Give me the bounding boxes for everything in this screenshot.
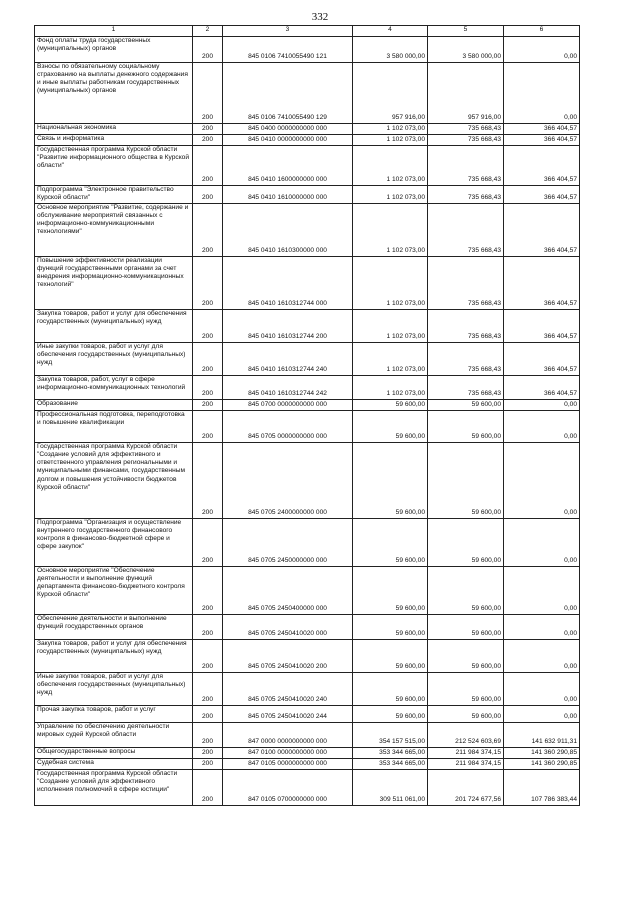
row-name-cell: Прочая закупка товаров, работ и услуг bbox=[35, 706, 193, 723]
row-vr-cell: 200 bbox=[193, 615, 223, 640]
table-row bbox=[35, 146, 580, 186]
row-vr-cell: 200 bbox=[193, 343, 223, 376]
row-code-cell: 845 0410 1610312744 242 bbox=[223, 376, 353, 400]
row-code-cell: 845 0705 2450410020 244 bbox=[223, 706, 353, 723]
row-code-cell: 845 0410 0000000000 000 bbox=[223, 135, 353, 146]
row-name-cell: Иные закупки товаров, работ и услуг для обеспечения государственных (муниципальных) нужд bbox=[35, 673, 193, 706]
table-row bbox=[35, 723, 580, 748]
row-assigned-cell: 1 102 073,00 bbox=[353, 204, 428, 257]
row-vr-cell: 200 bbox=[193, 706, 223, 723]
row-assigned-cell: 1 102 073,00 bbox=[353, 376, 428, 400]
table-row bbox=[35, 400, 580, 411]
row-code-cell: 845 0410 1610000000 000 bbox=[223, 186, 353, 204]
row-vr-cell: 200 bbox=[193, 124, 223, 135]
table-row bbox=[35, 186, 580, 204]
row-vr-cell: 200 bbox=[193, 443, 223, 519]
row-assigned-cell: 354 157 515,00 bbox=[353, 723, 428, 748]
row-assigned-cell: 59 600,00 bbox=[353, 706, 428, 723]
row-name-cell: Основное мероприятие "Развитие, содержание и обслуживание мероприятий связанных с информационно-коммуникационными технологиями" bbox=[35, 204, 193, 257]
row-remaining-cell: 0,00 bbox=[504, 640, 580, 673]
row-name-cell: Закупка товаров, работ, услуг в сфере информационно-коммуникационных технологий bbox=[35, 376, 193, 400]
column-header: 6 bbox=[504, 26, 580, 37]
row-assigned-cell: 59 600,00 bbox=[353, 400, 428, 411]
row-assigned-cell: 59 600,00 bbox=[353, 567, 428, 615]
row-executed-cell: 59 600,00 bbox=[428, 567, 504, 615]
row-remaining-cell: 366 404,57 bbox=[504, 146, 580, 186]
row-name-cell: Повышение эффективности реализации функций государственными органами за счет внедрения информационно-коммуникационных технологий" bbox=[35, 257, 193, 310]
row-name-cell: Государственная программа Курской области "Развитие информационного общества в Курской области" bbox=[35, 146, 193, 186]
row-name-cell: Образование bbox=[35, 400, 193, 411]
column-header: 4 bbox=[353, 26, 428, 37]
row-executed-cell: 735 668,43 bbox=[428, 376, 504, 400]
row-assigned-cell: 1 102 073,00 bbox=[353, 257, 428, 310]
row-executed-cell: 59 600,00 bbox=[428, 615, 504, 640]
row-code-cell: 845 0705 2400000000 000 bbox=[223, 443, 353, 519]
table-row bbox=[35, 748, 580, 759]
row-assigned-cell: 1 102 073,00 bbox=[353, 146, 428, 186]
row-executed-cell: 211 984 374,15 bbox=[428, 759, 504, 770]
row-vr-cell: 200 bbox=[193, 723, 223, 748]
row-vr-cell: 200 bbox=[193, 748, 223, 759]
row-name-cell: Закупка товаров, работ и услуг для обеспечения государственных (муниципальных) нужд bbox=[35, 640, 193, 673]
row-assigned-cell: 59 600,00 bbox=[353, 443, 428, 519]
row-code-cell: 845 0106 7410055490 129 bbox=[223, 63, 353, 124]
table-row bbox=[35, 567, 580, 615]
row-assigned-cell: 353 344 665,00 bbox=[353, 748, 428, 759]
table-row bbox=[35, 63, 580, 124]
table-row bbox=[35, 376, 580, 400]
row-assigned-cell: 957 916,00 bbox=[353, 63, 428, 124]
row-code-cell: 845 0410 1610312744 000 bbox=[223, 257, 353, 310]
row-code-cell: 847 0105 0000000000 000 bbox=[223, 759, 353, 770]
row-code-cell: 845 0106 7410055490 121 bbox=[223, 37, 353, 63]
row-executed-cell: 735 668,43 bbox=[428, 204, 504, 257]
row-assigned-cell: 59 600,00 bbox=[353, 673, 428, 706]
row-remaining-cell: 107 786 383,44 bbox=[504, 770, 580, 806]
row-code-cell: 847 0100 0000000000 000 bbox=[223, 748, 353, 759]
column-header: 5 bbox=[428, 26, 504, 37]
table-row bbox=[35, 615, 580, 640]
row-code-cell: 845 0410 1610312744 240 bbox=[223, 343, 353, 376]
row-code-cell: 845 0705 2450400000 000 bbox=[223, 567, 353, 615]
table-row bbox=[35, 770, 580, 806]
row-name-cell: Государственная программа Курской области "Создание условий для эффективного исполнения полномочий в сфере юстиции" bbox=[35, 770, 193, 806]
page-number: 332 bbox=[311, 11, 329, 23]
row-name-cell: Общегосударственные вопросы bbox=[35, 748, 193, 759]
row-executed-cell: 735 668,43 bbox=[428, 343, 504, 376]
row-executed-cell: 735 668,43 bbox=[428, 135, 504, 146]
row-name-cell: Обеспечение деятельности и выполнение функций государственных органов bbox=[35, 615, 193, 640]
row-remaining-cell: 366 404,57 bbox=[504, 310, 580, 343]
row-name-cell: Национальная экономика bbox=[35, 124, 193, 135]
column-header: 3 bbox=[223, 26, 353, 37]
row-executed-cell: 212 524 603,69 bbox=[428, 723, 504, 748]
row-vr-cell: 200 bbox=[193, 376, 223, 400]
table-row bbox=[35, 673, 580, 706]
table-row bbox=[35, 443, 580, 519]
row-remaining-cell: 0,00 bbox=[504, 400, 580, 411]
row-executed-cell: 735 668,43 bbox=[428, 186, 504, 204]
row-code-cell: 845 0410 1610312744 200 bbox=[223, 310, 353, 343]
row-vr-cell: 200 bbox=[193, 759, 223, 770]
budget-report-table bbox=[34, 25, 580, 806]
row-executed-cell: 735 668,43 bbox=[428, 124, 504, 135]
table-row bbox=[35, 343, 580, 376]
row-vr-cell: 200 bbox=[193, 204, 223, 257]
row-assigned-cell: 59 600,00 bbox=[353, 519, 428, 567]
row-vr-cell: 200 bbox=[193, 257, 223, 310]
row-executed-cell: 59 600,00 bbox=[428, 443, 504, 519]
row-name-cell: Управление по обеспечению деятельности мировых судей Курской области bbox=[35, 723, 193, 748]
row-remaining-cell: 0,00 bbox=[504, 63, 580, 124]
row-code-cell: 845 0410 1600000000 000 bbox=[223, 146, 353, 186]
row-assigned-cell: 1 102 073,00 bbox=[353, 124, 428, 135]
row-remaining-cell: 141 360 290,85 bbox=[504, 748, 580, 759]
row-executed-cell: 735 668,43 bbox=[428, 310, 504, 343]
row-name-cell: Подпрограмма "Электронное правительство Курской области" bbox=[35, 186, 193, 204]
row-name-cell: Иные закупки товаров, работ и услуг для обеспечения государственных (муниципальных) нужд bbox=[35, 343, 193, 376]
row-assigned-cell: 1 102 073,00 bbox=[353, 186, 428, 204]
row-code-cell: 847 0000 0000000000 000 bbox=[223, 723, 353, 748]
row-name-cell: Фонд оплаты труда государственных (муниципальных) органов bbox=[35, 37, 193, 63]
row-name-cell: Государственная программа Курской области "Создание условий для эффективного и ответственного управления региональными и муниципальными финансами, государственным долгом и повышения устойчивости бюджетов Курской области" bbox=[35, 443, 193, 519]
row-assigned-cell: 1 102 073,00 bbox=[353, 135, 428, 146]
row-remaining-cell: 0,00 bbox=[504, 673, 580, 706]
table-row bbox=[35, 124, 580, 135]
row-code-cell: 845 0410 1610300000 000 bbox=[223, 204, 353, 257]
column-header: 1 bbox=[35, 26, 193, 37]
row-vr-cell: 200 bbox=[193, 770, 223, 806]
row-vr-cell: 200 bbox=[193, 310, 223, 343]
row-remaining-cell: 141 360 290,85 bbox=[504, 759, 580, 770]
row-code-cell: 845 0705 2450410020 240 bbox=[223, 673, 353, 706]
row-executed-cell: 735 668,43 bbox=[428, 146, 504, 186]
row-remaining-cell: 366 404,57 bbox=[504, 135, 580, 146]
row-remaining-cell: 0,00 bbox=[504, 37, 580, 63]
table-row bbox=[35, 310, 580, 343]
table-row bbox=[35, 37, 580, 63]
row-name-cell: Профессиональная подготовка, переподготовка и повышение квалификации bbox=[35, 411, 193, 443]
row-vr-cell: 200 bbox=[193, 146, 223, 186]
row-executed-cell: 59 600,00 bbox=[428, 706, 504, 723]
row-executed-cell: 3 580 000,00 bbox=[428, 37, 504, 63]
row-executed-cell: 59 600,00 bbox=[428, 411, 504, 443]
row-vr-cell: 200 bbox=[193, 567, 223, 615]
table-row bbox=[35, 204, 580, 257]
row-remaining-cell: 366 404,57 bbox=[504, 343, 580, 376]
row-code-cell: 845 0705 0000000000 000 bbox=[223, 411, 353, 443]
row-vr-cell: 200 bbox=[193, 640, 223, 673]
row-assigned-cell: 353 344 665,00 bbox=[353, 759, 428, 770]
row-code-cell: 845 0705 2450410020 200 bbox=[223, 640, 353, 673]
row-remaining-cell: 366 404,57 bbox=[504, 124, 580, 135]
row-remaining-cell: 0,00 bbox=[504, 615, 580, 640]
row-code-cell: 847 0105 0700000000 000 bbox=[223, 770, 353, 806]
row-name-cell: Судебная система bbox=[35, 759, 193, 770]
row-assigned-cell: 3 580 000,00 bbox=[353, 37, 428, 63]
table-row bbox=[35, 640, 580, 673]
row-name-cell: Подпрограмма "Организация и осуществление внутреннего государственного финансового контроля в финансово-бюджетной сфере и сфере закупок" bbox=[35, 519, 193, 567]
row-executed-cell: 735 668,43 bbox=[428, 257, 504, 310]
row-assigned-cell: 59 600,00 bbox=[353, 411, 428, 443]
row-remaining-cell: 0,00 bbox=[504, 411, 580, 443]
row-name-cell: Связь и информатика bbox=[35, 135, 193, 146]
row-name-cell: Основное мероприятие "Обеспечение деятельности и выполнение функций департамента финансово-бюджетного контроля Курской области" bbox=[35, 567, 193, 615]
row-remaining-cell: 0,00 bbox=[504, 443, 580, 519]
table-row bbox=[35, 257, 580, 310]
table-row bbox=[35, 706, 580, 723]
column-header: 2 bbox=[193, 26, 223, 37]
row-remaining-cell: 0,00 bbox=[504, 706, 580, 723]
row-vr-cell: 200 bbox=[193, 63, 223, 124]
table-row bbox=[35, 759, 580, 770]
row-code-cell: 845 0705 2450000000 000 bbox=[223, 519, 353, 567]
row-vr-cell: 200 bbox=[193, 400, 223, 411]
row-name-cell: Взносы по обязательному социальному страхованию на выплаты денежного содержания и иные выплаты работникам государственных (муниципальных) органов bbox=[35, 63, 193, 124]
row-vr-cell: 200 bbox=[193, 37, 223, 63]
table-row bbox=[35, 519, 580, 567]
row-executed-cell: 59 600,00 bbox=[428, 519, 504, 567]
row-executed-cell: 201 724 677,56 bbox=[428, 770, 504, 806]
row-executed-cell: 59 600,00 bbox=[428, 400, 504, 411]
row-vr-cell: 200 bbox=[193, 519, 223, 567]
row-executed-cell: 59 600,00 bbox=[428, 673, 504, 706]
row-assigned-cell: 1 102 073,00 bbox=[353, 310, 428, 343]
row-remaining-cell: 141 632 911,31 bbox=[504, 723, 580, 748]
table-row bbox=[35, 411, 580, 443]
row-remaining-cell: 366 404,57 bbox=[504, 204, 580, 257]
row-executed-cell: 211 984 374,15 bbox=[428, 748, 504, 759]
row-code-cell: 845 0700 0000000000 000 bbox=[223, 400, 353, 411]
row-remaining-cell: 366 404,57 bbox=[504, 376, 580, 400]
row-vr-cell: 200 bbox=[193, 135, 223, 146]
row-remaining-cell: 366 404,57 bbox=[504, 257, 580, 310]
row-vr-cell: 200 bbox=[193, 673, 223, 706]
row-vr-cell: 200 bbox=[193, 186, 223, 204]
row-code-cell: 845 0705 2450410020 000 bbox=[223, 615, 353, 640]
row-remaining-cell: 366 404,57 bbox=[504, 186, 580, 204]
row-remaining-cell: 0,00 bbox=[504, 519, 580, 567]
row-assigned-cell: 1 102 073,00 bbox=[353, 343, 428, 376]
row-assigned-cell: 59 600,00 bbox=[353, 640, 428, 673]
table-row bbox=[35, 135, 580, 146]
row-name-cell: Закупка товаров, работ и услуг для обеспечения государственных (муниципальных) нужд bbox=[35, 310, 193, 343]
table-header-row bbox=[35, 26, 580, 37]
row-code-cell: 845 0400 0000000000 000 bbox=[223, 124, 353, 135]
row-remaining-cell: 0,00 bbox=[504, 567, 580, 615]
row-vr-cell: 200 bbox=[193, 411, 223, 443]
row-executed-cell: 59 600,00 bbox=[428, 640, 504, 673]
row-executed-cell: 957 916,00 bbox=[428, 63, 504, 124]
row-assigned-cell: 59 600,00 bbox=[353, 615, 428, 640]
row-assigned-cell: 309 511 061,00 bbox=[353, 770, 428, 806]
